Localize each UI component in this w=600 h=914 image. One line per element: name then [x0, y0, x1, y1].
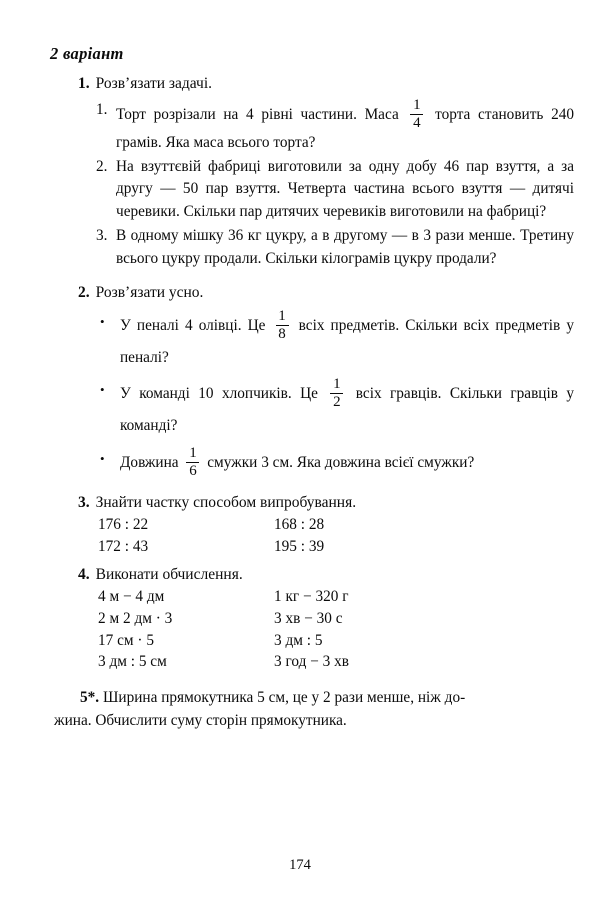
task-3-heading — [78, 493, 574, 514]
list-item — [100, 444, 574, 480]
expression: 3 дм : 5 — [274, 631, 323, 649]
problem-line: взуття, а за другу — 50 пар взуття. Четверта частина — [116, 157, 574, 198]
expression: 168 : 28 — [274, 516, 325, 534]
expression: 3 год − 3 хв — [274, 653, 349, 671]
bullet-icon: • — [100, 450, 105, 466]
bullet-icon: • — [100, 382, 105, 398]
problem-body — [116, 225, 574, 271]
problem-text-after: смужки 3 см. Яка довжина всієї смужки? — [207, 453, 475, 471]
fraction-numerator: 1 — [413, 96, 421, 113]
fraction-numerator: 1 — [278, 307, 286, 324]
fraction — [410, 98, 423, 131]
task-1-number: 1. — [78, 75, 90, 92]
expression-row — [98, 536, 574, 558]
task-3-title: Знайти частку способом випробування. — [95, 493, 357, 511]
problem-line: черевиків виготовили на фабриці? — [322, 203, 547, 221]
problem-body — [120, 378, 574, 440]
fraction-denominator: 2 — [333, 394, 341, 411]
problem-marker: 2. — [96, 157, 108, 175]
problem-line: В одному мішку 36 кг цукру, а в другому — в 3 рази менше. — [116, 227, 516, 245]
expression-row — [98, 608, 574, 630]
problem-text-last: становить 240 грамів. Яка маса всього торта? — [116, 105, 575, 151]
fraction-numerator: 1 — [189, 444, 197, 461]
problem-text-last: гравців у команді? — [120, 385, 575, 435]
task-2-title: Розв’язати усно. — [95, 284, 204, 302]
expression: 2 м 2 дм · 3 — [98, 609, 173, 627]
problem-line: всього взуття — дитячі черевики. Скільки пар дитячих — [116, 180, 574, 221]
task-5-line-2: жина. Обчислити суму сторін прямокутника. — [54, 712, 347, 730]
task-3 — [44, 493, 574, 558]
task-5 — [54, 687, 566, 733]
expression: 4 м − 4 дм — [98, 588, 165, 606]
problem-line: продали? — [436, 250, 497, 268]
problem-marker: 1. — [96, 100, 108, 118]
task-4-number: 4. — [78, 565, 90, 583]
task-4 — [44, 565, 574, 673]
fraction-denominator: 8 — [278, 325, 286, 342]
problem-text-after: торта — [435, 105, 471, 123]
expression: 3 хв − 30 с — [274, 609, 343, 627]
problem-body — [120, 444, 574, 480]
list-item — [100, 307, 574, 372]
list-item — [96, 225, 574, 271]
problem-text: Торт розрізали на 4 рівні частини. Маса — [116, 105, 399, 123]
task-1-title: Розв’язати задачі. — [95, 75, 213, 92]
task-5-line-1: Ширина прямокутника 5 см, це у 2 рази менше, ніж до- — [102, 689, 466, 707]
task-3-expressions — [98, 514, 574, 557]
expression: 1 кг − 320 г — [274, 588, 349, 606]
fraction-denominator: 6 — [189, 462, 197, 479]
expression: 195 : 39 — [274, 537, 325, 555]
task-1-problem-list — [44, 96, 575, 272]
expression: 17 см · 5 — [98, 631, 154, 649]
expression: 172 : 43 — [98, 537, 149, 555]
expression: 176 : 22 — [98, 516, 149, 534]
task-3-number: 3. — [78, 493, 90, 511]
expression-row — [98, 586, 574, 608]
expression-row — [98, 651, 574, 673]
task-5-number: 5*. — [80, 689, 100, 707]
expression-row — [98, 514, 574, 536]
list-item — [96, 156, 574, 225]
problem-text: У команді 10 хлопчиків. Це — [120, 385, 318, 403]
fraction — [330, 377, 343, 410]
problem-text: У пеналі 4 олівці. Це — [120, 316, 266, 334]
task-2-number: 2. — [78, 284, 90, 302]
bullet-icon: • — [100, 313, 105, 329]
problem-body — [120, 307, 574, 372]
task-4-expressions — [98, 586, 574, 673]
task-4-title: Виконати обчислення. — [95, 565, 243, 583]
problem-text-after: всіх гравців. Скільки — [355, 385, 502, 403]
task-1-heading — [78, 74, 574, 95]
page-title: 2 варіант — [50, 44, 124, 63]
problem-text: Довжина — [120, 453, 179, 471]
problem-line: Третину всього цукру продали. Скільки кілограмів цукру — [116, 227, 574, 268]
task-2-bullet-list — [44, 307, 575, 480]
problem-text-after: всіх предметів. Скільки всіх — [298, 316, 490, 334]
list-item — [96, 96, 575, 155]
fraction-numerator: 1 — [333, 376, 341, 393]
expression-row — [98, 630, 574, 652]
fraction — [186, 446, 199, 479]
problem-text-last: предметів у пеналі? — [120, 316, 574, 366]
task-2-heading — [78, 283, 574, 304]
list-item — [100, 378, 574, 440]
task-4-heading — [78, 565, 574, 586]
problem-marker: 3. — [96, 227, 108, 245]
page-number: 174 — [289, 857, 311, 873]
fraction — [276, 309, 289, 342]
problem-line: На взуттєвій фабриці виготовили за одну добу 46 пар — [116, 157, 489, 175]
expression: 3 дм : 5 см — [98, 653, 167, 671]
problem-body — [116, 156, 574, 225]
fraction-denominator: 4 — [413, 114, 421, 131]
task-1 — [44, 74, 574, 271]
task-2 — [44, 283, 574, 479]
problem-body — [116, 96, 575, 155]
